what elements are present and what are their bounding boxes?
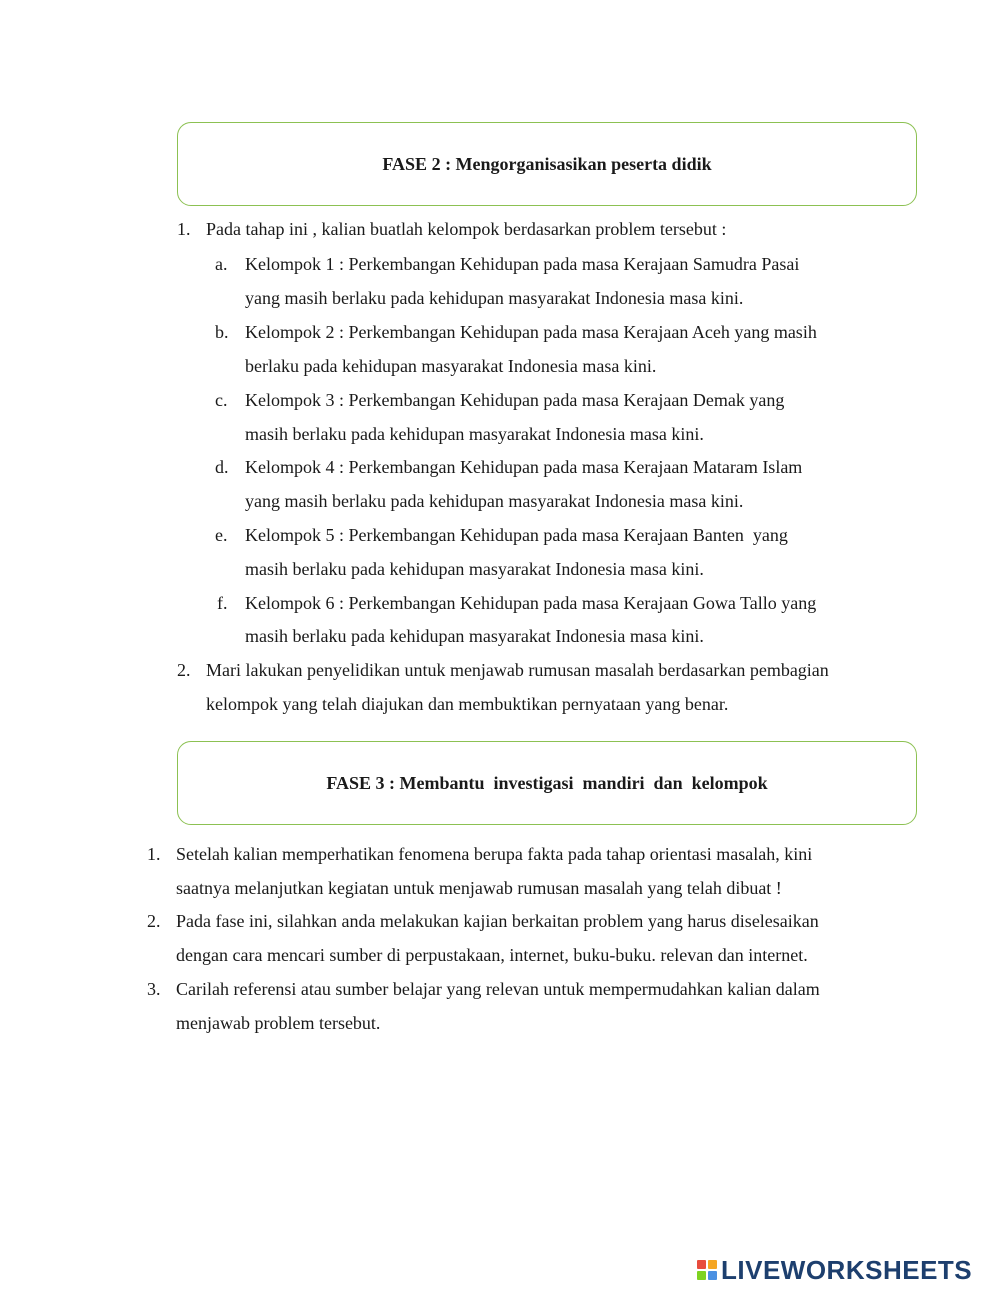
list-item-text: kelompok yang telah diajukan dan membuktikan pernyataan yang benar. <box>206 694 729 714</box>
sublist-item-text: berlaku pada kehidupan masyarakat Indonesia masa kini. <box>245 356 657 376</box>
logo-block <box>697 1271 706 1280</box>
list-item-text: Mari lakukan penyelidikan untuk menjawab rumusan masalah berdasarkan pembagian <box>206 660 829 680</box>
list-item-text: menjawab problem tersebut. <box>176 1013 381 1033</box>
sublist-item-text: yang masih berlaku pada kehidupan masyarakat Indonesia masa kini. <box>245 288 744 308</box>
sublist-item-text: masih berlaku pada kehidupan masyarakat Indonesia masa kini. <box>245 626 704 646</box>
fase-3-header-box <box>177 741 917 825</box>
fase-3-title: FASE 3 : Membantu investigasi mandiri dan kelompok <box>326 772 768 793</box>
sublist-item-text: Kelompok 4 : Perkembangan Kehidupan pada masa Kerajaan Mataram Islam <box>245 457 803 477</box>
list-number: 1. <box>147 844 161 864</box>
sublist-item-text: masih berlaku pada kehidupan masyarakat Indonesia masa kini. <box>245 424 704 444</box>
sublist-letter: e. <box>215 525 228 545</box>
list-item-text: saatnya melanjutkan kegiatan untuk menjawab rumusan masalah yang telah dibuat ! <box>176 878 782 898</box>
list-number: 2. <box>177 660 191 680</box>
list-number: 3. <box>147 979 161 999</box>
logo-block <box>708 1260 717 1269</box>
sublist-item-text: Kelompok 6 : Perkembangan Kehidupan pada masa Kerajaan Gowa Tallo yang <box>245 593 817 613</box>
sublist-item-text: Kelompok 5 : Perkembangan Kehidupan pada masa Kerajaan Banten yang <box>245 525 788 545</box>
sublist-letter: f. <box>217 593 228 613</box>
sublist-item-text: Kelompok 2 : Perkembangan Kehidupan pada masa Kerajaan Aceh yang masih <box>245 322 817 342</box>
fase-2-header-box <box>177 122 917 206</box>
sublist-item-text: masih berlaku pada kehidupan masyarakat Indonesia masa kini. <box>245 559 704 579</box>
liveworksheets-logo <box>697 1255 972 1285</box>
logo-text: LIVEWORKSHEETS <box>721 1254 973 1285</box>
list-item-text: Carilah referensi atau sumber belajar yang relevan untuk mempermudahkan kalian dalam <box>176 979 820 999</box>
sublist-item-text: Kelompok 1 : Perkembangan Kehidupan pada masa Kerajaan Samudra Pasai <box>245 254 800 274</box>
list-item-text: Pada fase ini, silahkan anda melakukan kajian berkaitan problem yang harus diselesaikan <box>176 911 819 931</box>
sublist-letter: c. <box>215 390 228 410</box>
sublist-item-text: Kelompok 3 : Perkembangan Kehidupan pada masa Kerajaan Demak yang <box>245 390 785 410</box>
sublist-letter: a. <box>215 254 228 274</box>
fase-2-title: FASE 2 : Mengorganisasikan peserta didik <box>382 153 712 174</box>
logo-block <box>697 1260 706 1269</box>
list-item-text: Pada tahap ini , kalian buatlah kelompok berdasarkan problem tersebut : <box>206 219 727 239</box>
sublist-item-text: yang masih berlaku pada kehidupan masyarakat Indonesia masa kini. <box>245 491 744 511</box>
sublist-letter: d. <box>215 457 229 477</box>
logo-block <box>708 1271 717 1280</box>
list-number: 2. <box>147 911 161 931</box>
logo-blocks-icon <box>697 1260 717 1280</box>
sublist-letter: b. <box>215 322 229 342</box>
list-number: 1. <box>177 219 191 239</box>
list-item-text: Setelah kalian memperhatikan fenomena berupa fakta pada tahap orientasi masalah, kini <box>176 844 813 864</box>
list-item-text: dengan cara mencari sumber di perpustakaan, internet, buku-buku. relevan dan internet. <box>176 945 808 965</box>
